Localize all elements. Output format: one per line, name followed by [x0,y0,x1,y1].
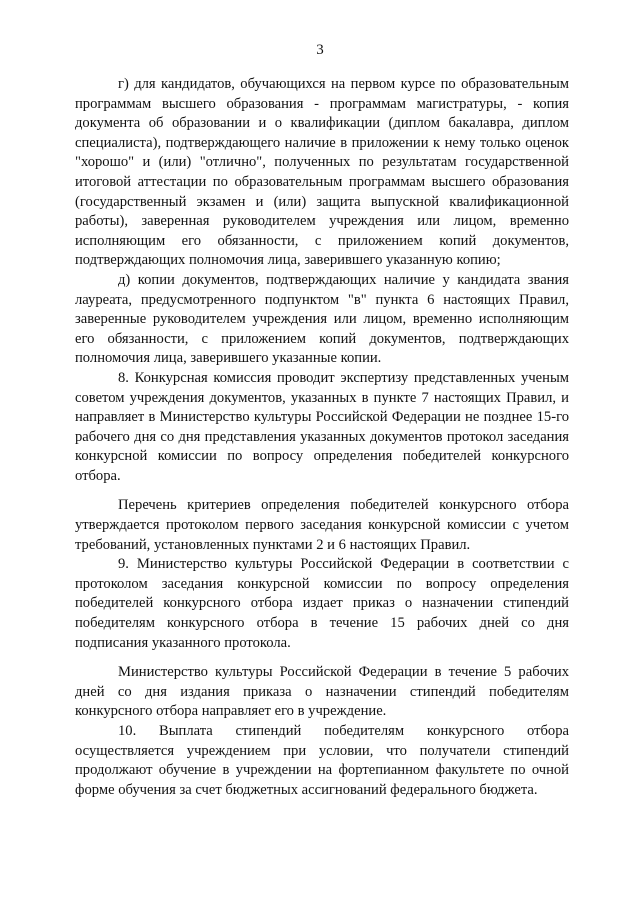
paragraph-subitem-g: г) для кандидатов, обучающихся на первом курсе по образовательным программам высшего образования - программам магистратуры, - копия документа об образовании и о квалификации (диплом бакалавра, диплом специалиста), подтверждающего наличие в приложении к нему только оценок "хорошо" и (или) "отлично", полученных по результатам государственной итоговой аттестации по образовательным программам высшего образования (государственный экзамен и (или) защита выпускной квалификационной работы), заверенная руководителем учреждения или лицом, временно исполняющим его обязанности, с приложением копий документов, подтверждающих полномочия лица, заверившего указанную копию; [75,76,569,269]
page-number: 3 [316,42,324,58]
paragraph-item-8: 8. Конкурсная комиссия проводит экспертизу представленных ученым советом учреждения документов, указанных в пункте 7 настоящих Правил, и направляет в Министерство культуры Российской Федерации не позднее 15-го рабочего дня со дня представления указанных документов протокол заседания конкурсной комиссии по вопросу определения победителей конкурсного отбора. [75,369,569,484]
paragraph-criteria: Перечень критериев определения победителей конкурсного отбора утверждается протоколом первого заседания конкурсной комиссии с учетом требований, установленных пунктами 2 и 6 настоящих Правил. [75,497,569,553]
paragraph-item-9: 9. Министерство культуры Российской Федерации в соответствии с протоколом заседания конкурсной комиссии по вопросу определения победителей конкурсного отбора издает приказ о назначении стипендий победителям конкурсного отбора в течение 15 рабочих дней со дня подписания указанного протокола. [75,556,569,651]
document-body [75,75,569,800]
paragraph-subitem-d: д) копии документов, подтверждающих наличие у кандидата звания лауреата, предусмотренного подпунктом "в" пункта 6 настоящих Правил, заверенные руководителем учреждения или лицом, временно исполняющим его обязанности, с приложением копий документов, подтверждающих полномочия лица, заверившего указанные копии. [75,271,569,367]
paragraph-ministry-order: Министерство культуры Российской Федерации в течение 5 рабочих дней со дня издания приказа о назначении стипендий победителям конкурсного отбора направляет его в учреждение. [75,664,569,720]
paragraph-item-10: 10. Выплата стипендий победителям конкурсного отбора осуществляется учреждением при условии, что получатели стипендий продолжают обучение в учреждении на фортепианном факультете по очной форме обучения за счет бюджетных ассигнований федерального бюджета. [75,723,569,798]
